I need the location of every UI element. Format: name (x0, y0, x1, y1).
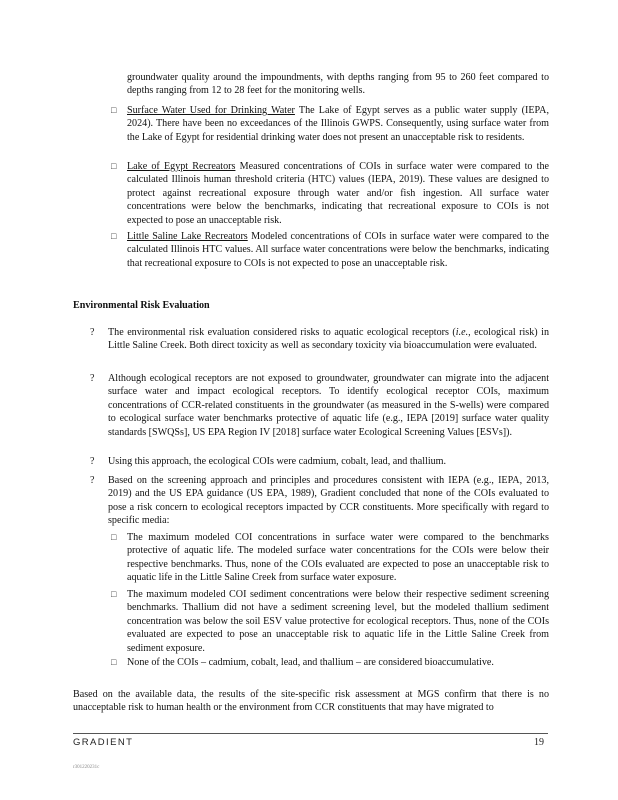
env-item-receptors: Although ecological receptors are not exposed to groundwater, groundwater can migrate into the adjacent surface water and impact ecological receptors. To identify ecological receptor COIs, maximum concentrations of CCR-related constituents in the groundwater (as measured in the S-wells) were compared to ecological surface water benchmarks protective of aquatic life (e.g., IEPA [2019] surface water quality standards [SWQSs], US EPA Region IV [2018] surface water Ecological Screening Values [ESVs]). (108, 373, 549, 438)
bullet-square-icon: □ (111, 532, 117, 542)
bullet-title: Lake of Egypt Recreators (127, 161, 236, 172)
conclusion-paragraph: Based on the available data, the results of the site-specific risk assessment at MGS confirm that there is no unacceptable risk to human health or the environment from CCR constituents that may have migrated to (73, 689, 549, 714)
subitem-surface-water: The maximum modeled COI concentrations in surface water were compared to the benchmarks protective of aquatic life. The modeled surface water concentrations for the COIs were below their respective benchmarks. Thus, none of the COIs evaluated are expected to pose an unacceptable risk to aquatic life in the Little Saline Creek from surface water exposure. (127, 532, 549, 584)
bullet-marker: ? (90, 327, 95, 338)
bullet-square-icon: □ (111, 231, 117, 241)
lake-egypt-recreators-bullet (127, 160, 549, 227)
footer-divider (73, 733, 548, 734)
bullet-title: Surface Water Used for Drinking Water (127, 105, 295, 116)
bullet-text: The Lake of Egypt serves as a public water supply (IEPA, 2024). There have been no exceedances of the Illinois GWPS. Consequently, using surface water from the Lake of Egypt for residential drinking water does not present an unacceptable risk to residents. (127, 105, 549, 143)
hh-intro-paragraph: groundwater quality around the impoundments, with depths ranging from 95 to 260 feet compared to depths ranging from 12 to 28 feet for the monitoring wells. (127, 72, 549, 97)
bullet-square-icon: □ (111, 589, 117, 599)
item-text-b: ecological risk) in Little Saline Creek. Both direct toxicity as well as secondary toxicity via bioaccumulation were evaluated. (108, 327, 549, 352)
bullet-text: Measured concentrations of COIs in surface water were compared to the calculated Illinois human threshold criteria (HTC) values (IEPA, 2019). These values are designed to protect against recreational exposure through water and/or fish ingestion. All surface water concentrations were below the benchmarks, indicating that recreational exposure to COIs is not expected to pose an unacceptable risk. (127, 161, 550, 226)
env-item-screening-approach: Based on the screening approach and principles and procedures consistent with IEPA (e.g., IEPA, 2013, 2019) and the US EPA guidance (US EPA, 1989), Gradient concluded that none of the COIs evaluated to pose a risk concern to ecological receptors impacted by CCR constituents. More specifically with regard to specific media: (108, 475, 549, 527)
item-italic: i.e., (455, 327, 471, 338)
file-reference: r301220231c (73, 765, 100, 770)
subitem-bioaccumulative: None of the COIs – cadmium, cobalt, lead, and thallium – are considered bioaccumulative. (127, 657, 494, 668)
surface-water-drinking-bullet (127, 104, 549, 144)
section-heading: Environmental Risk Evaluation (73, 300, 210, 311)
env-item-risk-scope (108, 326, 549, 353)
page-number: 19 (534, 737, 544, 748)
bullet-square-icon: □ (111, 657, 117, 667)
bullet-square-icon: □ (111, 105, 117, 115)
bullet-marker: ? (90, 475, 95, 486)
subitem-sediment: The maximum modeled COI sediment concentrations were below their respective sediment screening benchmarks. Thallium did not have a sediment screening level, but the modeled thallium sediment concentration was below the soil ESV value protective for ecological receptors. Thus, none of the COIs evaluated are expected to pose an unacceptable risk to aquatic life in the Little Saline Creek from sediment exposure. (127, 589, 549, 654)
bullet-marker: ? (90, 373, 95, 384)
little-saline-recreators-bullet (127, 230, 549, 270)
bullet-text: Modeled concentrations of COIs in surface water were compared to the calculated Illinois HTC values. All surface water concentrations were below the benchmarks, indicating that recreational exposure to COIs is not expected to pose an unacceptable risk. (127, 231, 549, 269)
bullet-square-icon: □ (111, 161, 117, 171)
env-item-ecological-cois: Using this approach, the ecological COIs were cadmium, cobalt, lead, and thallium. (108, 456, 447, 467)
bullet-title: Little Saline Lake Recreators (127, 231, 248, 242)
bullet-marker: ? (90, 456, 95, 467)
item-text-a: The environmental risk evaluation considered risks to aquatic ecological receptors ( (108, 327, 456, 338)
company-logo: GRADIENT (73, 737, 134, 748)
